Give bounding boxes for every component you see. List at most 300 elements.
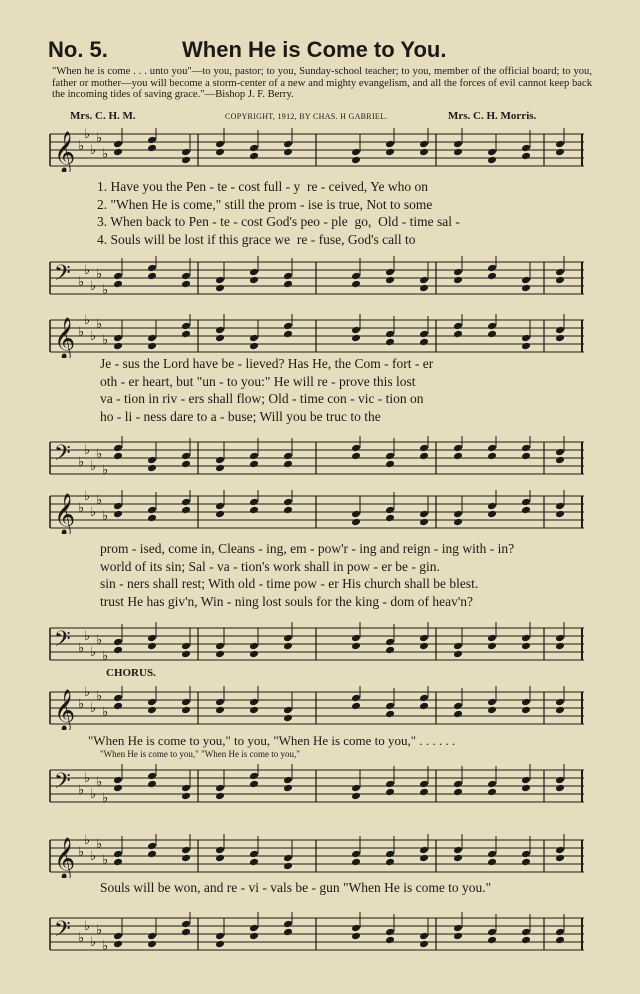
treble-clef-icon: 𝄞 [54, 838, 76, 878]
note-head [453, 650, 463, 659]
note-head [351, 642, 361, 651]
note-head [487, 322, 497, 331]
note-head [351, 272, 361, 281]
note-head [147, 334, 157, 343]
note-head [113, 502, 123, 511]
note-head [487, 850, 497, 859]
note-head [181, 156, 191, 165]
note-head [555, 706, 565, 715]
note-head [351, 280, 361, 289]
note-head [181, 452, 191, 461]
note-head [215, 784, 225, 793]
note-head [181, 928, 191, 937]
note-head [419, 846, 429, 855]
lyric-text: trust He has giv'n, Win - ning lost souls for the king - dom of heav'n? [100, 594, 474, 609]
note-head [385, 460, 395, 469]
note-head [351, 694, 361, 703]
note-head [249, 276, 259, 285]
flat-icon: ♭ [102, 146, 109, 161]
flat-icon: ♭ [84, 770, 91, 785]
flat-icon: ♭ [78, 500, 85, 515]
note-head [113, 272, 123, 281]
note-head [521, 276, 531, 285]
flat-icon: ♭ [84, 628, 91, 643]
note-head [419, 140, 429, 149]
bass-clef-icon: 𝄢 [54, 261, 71, 291]
note-head [351, 634, 361, 643]
note-head [351, 510, 361, 519]
flat-icon: ♭ [84, 262, 91, 277]
note-head [249, 452, 259, 461]
flat-icon: ♭ [84, 314, 91, 327]
note-head [555, 936, 565, 945]
note-head [249, 342, 259, 351]
note-head [283, 776, 293, 785]
note-head [249, 506, 259, 515]
note-head [147, 706, 157, 715]
note-head [521, 850, 531, 859]
note-head [351, 932, 361, 941]
note-head [453, 268, 463, 277]
note-head [147, 940, 157, 949]
note-head [453, 780, 463, 789]
note-head [487, 780, 497, 789]
note-head [521, 452, 531, 461]
note-head [521, 634, 531, 643]
note-head [487, 928, 497, 937]
copyright-notice: COPYRIGHT, 1912, BY CHAS. H GABRIEL. [225, 112, 388, 121]
note-head [113, 694, 123, 703]
treble-staff-2 [48, 314, 586, 358]
lyric-text: va - tion in riv - ers shall flow; Old - time con - vic - tion on [100, 391, 424, 406]
note-head [453, 518, 463, 527]
note-head [113, 858, 123, 867]
note-head [113, 444, 123, 453]
note-head [215, 326, 225, 335]
note-head [181, 148, 191, 157]
note-head [283, 714, 293, 723]
note-head [147, 772, 157, 781]
note-head [351, 850, 361, 859]
note-head [555, 276, 565, 285]
note-head [555, 698, 565, 707]
lyricist-credit: Mrs. C. H. M. [70, 110, 136, 122]
flat-icon: ♭ [90, 848, 97, 863]
note-head [419, 518, 429, 527]
note-head [487, 706, 497, 715]
note-head [385, 276, 395, 285]
note-head [283, 330, 293, 339]
note-head [147, 780, 157, 789]
note-head [147, 264, 157, 273]
note-head [249, 780, 259, 789]
note-head [453, 140, 463, 149]
note-head [113, 342, 123, 351]
note-head [521, 144, 531, 153]
note-head [419, 338, 429, 347]
chorus-line-2: "When He is come to you," "When He is come to you," [100, 749, 300, 759]
note-head [113, 280, 123, 289]
note-head [419, 642, 429, 651]
flat-icon: ♭ [102, 648, 109, 663]
note-head [249, 858, 259, 867]
note-head [283, 784, 293, 793]
note-head [453, 854, 463, 863]
note-head [249, 642, 259, 651]
note-head [351, 334, 361, 343]
note-head [555, 326, 565, 335]
note-head [283, 634, 293, 643]
flat-icon: ♭ [78, 640, 85, 655]
flat-icon: ♭ [90, 142, 97, 157]
note-head [555, 502, 565, 511]
note-head [283, 280, 293, 289]
note-head [453, 924, 463, 933]
note-head [181, 920, 191, 929]
flat-icon: ♭ [96, 774, 103, 789]
flat-icon: ♭ [102, 852, 109, 867]
bass-clef-icon: 𝄢 [54, 917, 71, 947]
lyric-text: sin - ners shall rest; With old - time pow - er His church shall be blest. [100, 576, 479, 591]
note-head [385, 338, 395, 347]
note-head [249, 932, 259, 941]
note-head [521, 776, 531, 785]
note-head [283, 642, 293, 651]
note-head [283, 148, 293, 157]
flat-icon: ♭ [96, 836, 103, 851]
note-head [419, 510, 429, 519]
note-head [419, 854, 429, 863]
note-head [487, 510, 497, 519]
note-head [113, 850, 123, 859]
bass-staff-1 [48, 256, 586, 300]
note-head [181, 498, 191, 507]
note-head [181, 272, 191, 281]
note-head [113, 940, 123, 949]
note-head [385, 858, 395, 867]
note-head [521, 784, 531, 793]
note-head [215, 792, 225, 801]
note-head [385, 268, 395, 277]
note-head [181, 650, 191, 659]
note-head [419, 148, 429, 157]
note-head [555, 140, 565, 149]
note-head [385, 140, 395, 149]
flat-icon: ♭ [90, 458, 97, 473]
note-head [453, 702, 463, 711]
flat-icon: ♭ [96, 446, 103, 461]
flat-icon: ♭ [90, 700, 97, 715]
note-head [419, 780, 429, 789]
treble-clef-icon: 𝄞 [54, 318, 76, 358]
flat-icon: ♭ [102, 704, 109, 719]
note-head [181, 854, 191, 863]
note-head [351, 924, 361, 933]
note-head [181, 460, 191, 469]
note-head [385, 638, 395, 647]
flat-icon: ♭ [102, 332, 109, 347]
note-head [487, 444, 497, 453]
note-head [181, 330, 191, 339]
note-head [113, 510, 123, 519]
note-head [385, 710, 395, 719]
note-head [283, 506, 293, 515]
note-head [147, 698, 157, 707]
note-head [283, 460, 293, 469]
note-head [181, 706, 191, 715]
chorus-line-1: "When He is come to you," to you, "When He is come to you," . . . . . . [88, 733, 456, 748]
note-head [181, 642, 191, 651]
note-head [555, 510, 565, 519]
flat-icon: ♭ [78, 324, 85, 339]
flat-icon: ♭ [96, 922, 103, 937]
flat-icon: ♭ [78, 930, 85, 945]
note-head [487, 272, 497, 281]
note-head [181, 280, 191, 289]
note-head [283, 706, 293, 715]
note-head [147, 272, 157, 281]
note-head [181, 322, 191, 331]
note-head [181, 784, 191, 793]
note-head [113, 932, 123, 941]
note-head [385, 702, 395, 711]
note-head [113, 140, 123, 149]
flat-icon: ♭ [90, 934, 97, 949]
note-head [487, 634, 497, 643]
flat-icon: ♭ [96, 632, 103, 647]
note-head [351, 784, 361, 793]
note-head [419, 634, 429, 643]
flat-icon: ♭ [102, 790, 109, 805]
note-head [113, 784, 123, 793]
flat-icon: ♭ [90, 504, 97, 519]
note-head [249, 850, 259, 859]
treble-staff-1 [48, 128, 586, 172]
note-head [419, 702, 429, 711]
flat-icon: ♭ [102, 282, 109, 297]
epigraph: "When he is come . . . unto you"—to you, pastor; to you, Sunday-school teacher; to you, member of the official board; to you, father or mother—you will become a storm-center of a new and mighty evangelism, and all the forces of evil cannot keep back the incoming tides of saving grace."—Bishop J. F. Berry. [52, 66, 592, 101]
note-head [215, 650, 225, 659]
note-head [283, 862, 293, 871]
flat-icon: ♭ [102, 938, 109, 953]
bass-clef-icon: 𝄢 [54, 769, 71, 799]
note-head [453, 452, 463, 461]
note-head [215, 854, 225, 863]
note-head [555, 268, 565, 277]
note-head [521, 706, 531, 715]
note-head [215, 502, 225, 511]
note-head [385, 928, 395, 937]
note-head [487, 858, 497, 867]
note-head [215, 642, 225, 651]
composer-credit: Mrs. C. H. Morris. [448, 110, 537, 122]
note-head [113, 776, 123, 785]
note-head [453, 932, 463, 941]
note-head [249, 650, 259, 659]
treble-clef-icon: 𝄞 [54, 132, 76, 172]
note-head [521, 284, 531, 293]
note-head [351, 858, 361, 867]
note-head [113, 702, 123, 711]
note-head [215, 846, 225, 855]
bass-clef-icon: 𝄢 [54, 627, 71, 657]
note-head [385, 514, 395, 523]
note-head [521, 334, 531, 343]
flat-icon: ♭ [84, 686, 91, 699]
note-head [385, 780, 395, 789]
chorus-line-3: Souls will be won, and re - vi - vals be - gun "When He is come to you." [100, 880, 492, 895]
bass-staff-5 [48, 912, 586, 956]
note-head [147, 850, 157, 859]
note-head [555, 642, 565, 651]
note-head [249, 460, 259, 469]
note-head [555, 928, 565, 937]
flat-icon: ♭ [78, 782, 85, 797]
flat-icon: ♭ [78, 274, 85, 289]
note-head [147, 634, 157, 643]
note-head [147, 342, 157, 351]
note-head [453, 276, 463, 285]
treble-staff-5 [48, 834, 586, 878]
note-head [113, 334, 123, 343]
hymn-number: No. 5. [48, 37, 108, 62]
note-head [487, 698, 497, 707]
note-head [249, 498, 259, 507]
flat-icon: ♭ [84, 490, 91, 503]
flat-icon: ♭ [96, 130, 103, 145]
flat-icon: ♭ [96, 688, 103, 703]
flat-icon: ♭ [78, 844, 85, 859]
flat-icon: ♭ [102, 508, 109, 523]
note-head [453, 642, 463, 651]
lyric-text: 1. Have you the Pen - te - cost full - y re - ceived, Ye who on [97, 179, 429, 194]
note-head [215, 334, 225, 343]
note-head [249, 268, 259, 277]
treble-staff-3 [48, 490, 586, 534]
note-head [351, 792, 361, 801]
note-head [453, 846, 463, 855]
note-head [487, 148, 497, 157]
note-head [215, 932, 225, 941]
note-head [453, 444, 463, 453]
note-head [215, 148, 225, 157]
note-head [385, 646, 395, 655]
note-head [215, 698, 225, 707]
note-head [453, 510, 463, 519]
bass-staff-4 [48, 764, 586, 808]
hymn-title: When He is Come to You. [182, 37, 447, 62]
bass-clef-icon: 𝄢 [54, 441, 71, 471]
note-head [249, 924, 259, 933]
note-head [249, 144, 259, 153]
note-head [419, 276, 429, 285]
lyric-text: 3. When back to Pen - te - cost God's peo - ple go, Old - time sal - [97, 214, 460, 229]
note-head [555, 776, 565, 785]
note-head [487, 264, 497, 273]
note-head [487, 788, 497, 797]
note-head [521, 152, 531, 161]
note-head [555, 634, 565, 643]
lyric-text: Je - sus the Lord have be - lieved? Has He, the Com - fort - er [100, 356, 434, 371]
lyric-text: world of its sin; Sal - va - tion's work shall in pow - er be - gin. [100, 559, 440, 574]
flat-icon: ♭ [84, 918, 91, 933]
note-head [147, 506, 157, 515]
note-head [487, 156, 497, 165]
chorus-label: CHORUS. [106, 667, 156, 679]
note-head [249, 698, 259, 707]
note-head [419, 788, 429, 797]
note-head [351, 702, 361, 711]
treble-clef-icon: 𝄞 [54, 690, 76, 730]
note-head [249, 334, 259, 343]
note-head [419, 284, 429, 293]
note-head [147, 136, 157, 145]
note-head [351, 156, 361, 165]
flat-icon: ♭ [84, 128, 91, 141]
note-head [283, 140, 293, 149]
note-head [283, 452, 293, 461]
flat-icon: ♭ [96, 266, 103, 281]
note-head [147, 932, 157, 941]
note-head [419, 694, 429, 703]
note-head [419, 932, 429, 941]
note-head [215, 284, 225, 293]
note-head [249, 772, 259, 781]
note-head [215, 464, 225, 473]
lyric-text: 4. Souls will be lost if this grace we re - fuse, God's call to [97, 232, 416, 247]
note-head [385, 148, 395, 157]
note-head [283, 920, 293, 929]
note-head [555, 456, 565, 465]
flat-icon: ♭ [90, 644, 97, 659]
lyric-text: prom - ised, come in, Cleans - ing, em - pow'r - ing and reign - ing with - in? [100, 541, 515, 556]
note-head [453, 148, 463, 157]
flat-icon: ♭ [78, 696, 85, 711]
note-head [181, 792, 191, 801]
note-head [215, 140, 225, 149]
lyric-text: ho - li - ness dare to a - buse; Will you be truc to the [100, 409, 381, 424]
note-head [521, 498, 531, 507]
note-head [555, 448, 565, 457]
flat-icon: ♭ [90, 328, 97, 343]
note-head [419, 444, 429, 453]
note-head [453, 330, 463, 339]
note-head [215, 456, 225, 465]
flat-icon: ♭ [78, 454, 85, 469]
note-head [385, 850, 395, 859]
note-head [147, 514, 157, 523]
note-head [521, 928, 531, 937]
note-head [385, 788, 395, 797]
note-head [181, 846, 191, 855]
note-head [215, 706, 225, 715]
note-head [419, 452, 429, 461]
note-head [283, 272, 293, 281]
note-head [453, 322, 463, 331]
note-head [283, 322, 293, 331]
note-head [283, 854, 293, 863]
note-head [249, 706, 259, 715]
note-head [419, 940, 429, 949]
note-head [521, 444, 531, 453]
note-head [453, 788, 463, 797]
note-head [147, 464, 157, 473]
note-head [487, 502, 497, 511]
flat-icon: ♭ [78, 138, 85, 153]
note-head [113, 646, 123, 655]
treble-clef-icon: 𝄞 [54, 494, 76, 534]
note-head [351, 444, 361, 453]
